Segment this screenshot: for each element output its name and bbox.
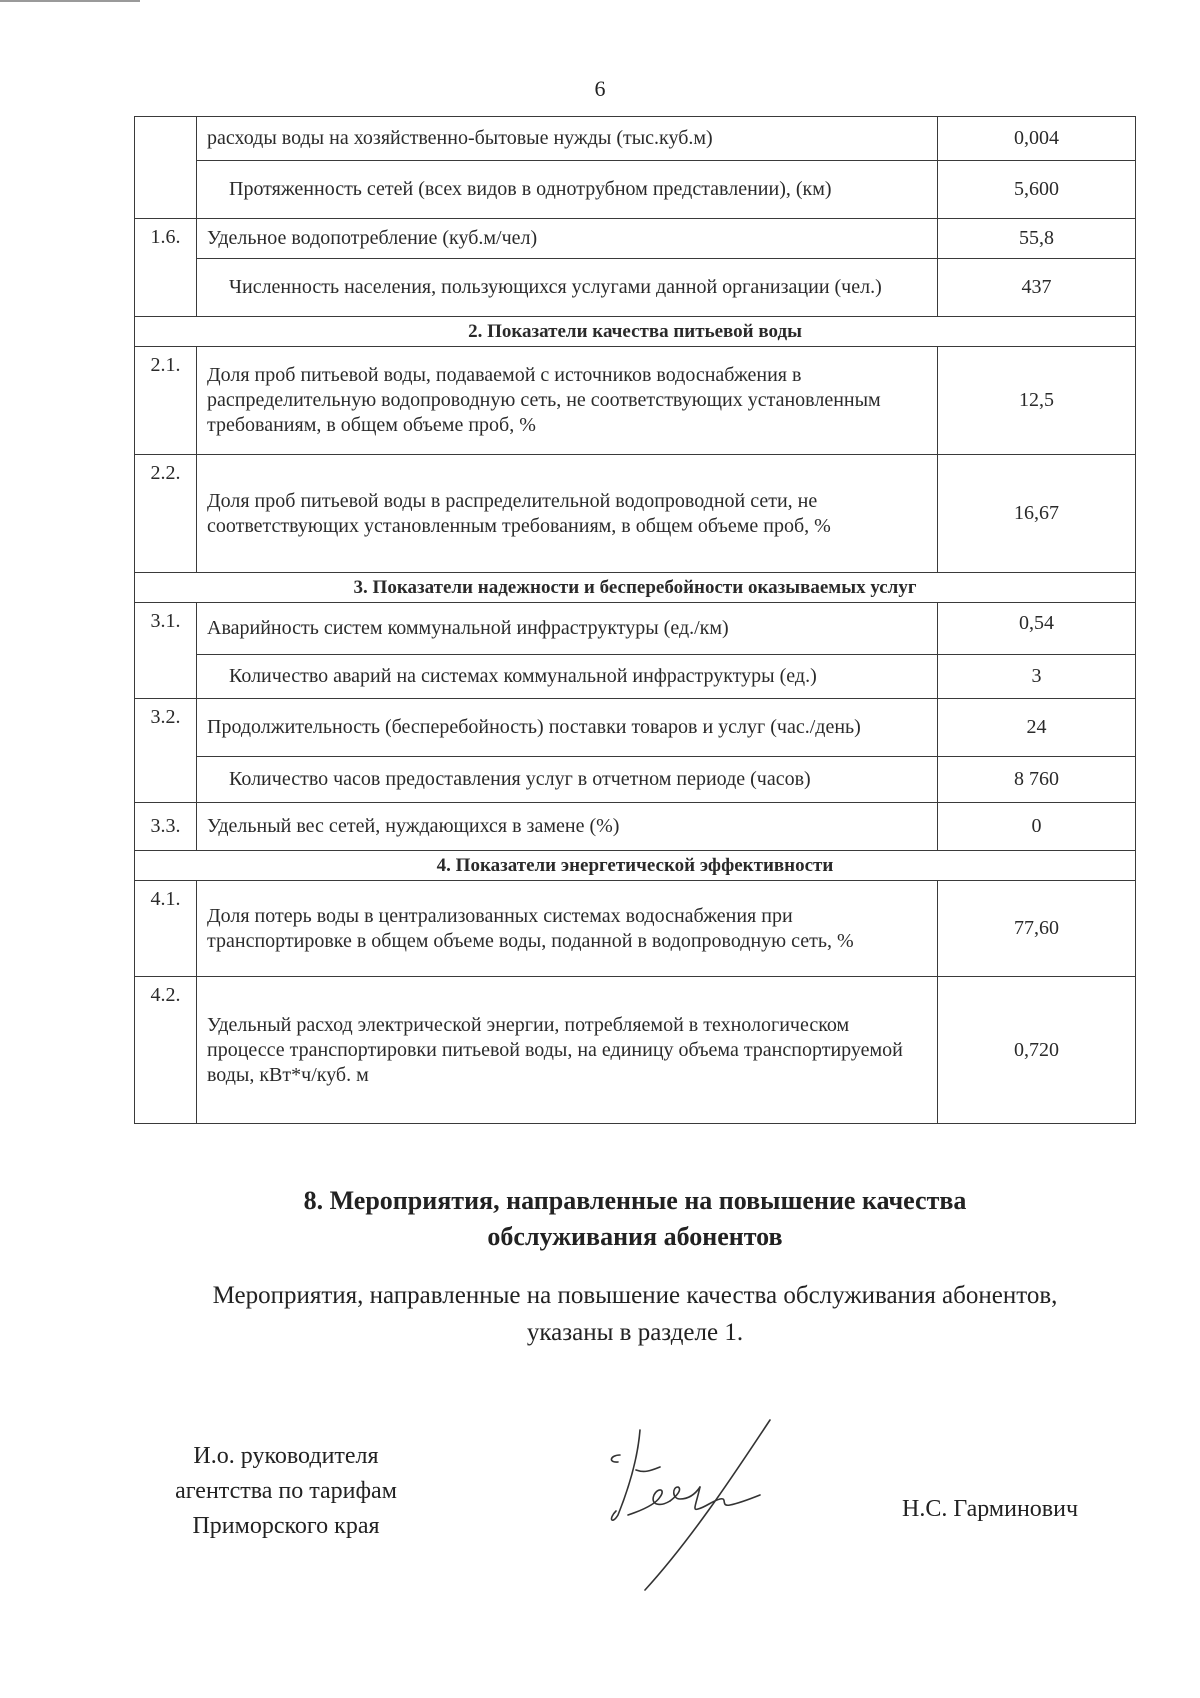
table-row <box>135 161 1136 219</box>
row-number-cell <box>135 259 197 317</box>
section-8-heading-line: обслуживания абонентов <box>487 1222 783 1251</box>
indicator-text: Доля потерь воды в централизованных системах водоснабжения при транспортировке в общем объеме воды, поданной в водопроводную сеть, % <box>197 881 938 977</box>
indicator-value: 55,8 <box>938 219 1136 259</box>
indicator-text: Удельный расход электрической энергии, потребляемой в технологическом процессе транспортировки питьевой воды, на единицу объема транспортируемой воды, кВт*ч/куб. м <box>197 977 938 1124</box>
indicator-text: Количество аварий на системах коммунальной инфраструктуры (ед.) <box>197 655 938 699</box>
indicator-value: 12,5 <box>938 347 1136 455</box>
section-title: 3. Показатели надежности и бесперебойности оказываемых услуг <box>135 573 1136 603</box>
section-8-body-line: Мероприятия, направленные на повышение качества обслуживания абонентов, <box>212 1282 1058 1309</box>
table-row <box>135 259 1136 317</box>
row-number-cell <box>135 161 197 219</box>
indicator-text: расходы воды на хозяйственно-бытовые нужды (тыс.куб.м) <box>197 117 938 161</box>
indicator-value: 16,67 <box>938 455 1136 573</box>
table-row <box>135 977 1136 1124</box>
section-8-body <box>0 1277 1200 1351</box>
table-row <box>135 219 1136 259</box>
indicator-text: Количество часов предоставления услуг в отчетном периоде (часов) <box>197 757 938 803</box>
row-number: 3.1. <box>135 603 197 655</box>
indicator-value: 5,600 <box>938 161 1136 219</box>
indicator-value: 0,004 <box>938 117 1136 161</box>
indicator-text: Доля проб питьевой воды, подаваемой с источников водоснабжения в распределительную водопроводную сеть, не соответствующих установленным требованиям, в общем объеме проб, % <box>197 347 938 455</box>
indicator-value: 0,54 <box>938 603 1136 655</box>
signer-position-line: Приморского края <box>192 1513 380 1539</box>
section-title: 4. Показатели энергетической эффективности <box>135 851 1136 881</box>
signer-position-line: И.о. руководителя <box>193 1443 379 1469</box>
row-number: 4.2. <box>135 977 197 1124</box>
section-8-body-line: указаны в разделе 1. <box>526 1319 744 1346</box>
indicator-text: Доля проб питьевой воды в распределительной водопроводной сети, не соответствующих установленным требованиям, в общем объеме проб, % <box>197 455 938 573</box>
section-title: 2. Показатели качества питьевой воды <box>135 317 1136 347</box>
signer-name: Н.С. Гарминович <box>902 1496 1079 1522</box>
row-number-cell <box>135 757 197 803</box>
indicator-text: Аварийность систем коммунальной инфраструктуры (ед./км) <box>197 603 938 655</box>
indicator-text: Численность населения, пользующихся услугами данной организации (чел.) <box>197 259 938 317</box>
indicator-value: 3 <box>938 655 1136 699</box>
row-number: 3.2. <box>135 699 197 757</box>
indicator-value: 77,60 <box>938 881 1136 977</box>
row-number: 3.3. <box>135 803 197 851</box>
indicator-text: Продолжительность (бесперебойность) поставки товаров и услуг (час./день) <box>197 699 938 757</box>
page-number: 6 <box>594 76 606 101</box>
indicators-table <box>134 116 1136 1124</box>
section-8-heading-line: 8. Мероприятия, направленные на повышение качества <box>303 1186 967 1215</box>
table-row <box>135 655 1136 699</box>
table-row <box>135 699 1136 757</box>
signer-position-line: агентства по тарифам <box>175 1478 397 1504</box>
table-row <box>135 803 1136 851</box>
row-number: 4.1. <box>135 881 197 977</box>
row-number-cell <box>135 117 197 161</box>
indicator-value: 8 760 <box>938 757 1136 803</box>
table-row <box>135 347 1136 455</box>
row-number: 2.1. <box>135 347 197 455</box>
indicator-value: 0 <box>938 803 1136 851</box>
handwritten-signature <box>600 1415 820 1595</box>
table-row <box>135 881 1136 977</box>
indicator-value: 0,720 <box>938 977 1136 1124</box>
indicator-text: Протяженность сетей (всех видов в однотрубном представлении), (км) <box>197 161 938 219</box>
section-8-heading <box>0 1183 1200 1255</box>
table-row <box>135 757 1136 803</box>
table-row <box>135 117 1136 161</box>
indicator-value: 437 <box>938 259 1136 317</box>
table-row <box>135 603 1136 655</box>
signer-position <box>156 1439 416 1544</box>
section-header-row <box>135 573 1136 603</box>
scan-edge-line <box>0 0 140 2</box>
row-number: 2.2. <box>135 455 197 573</box>
section-header-row <box>135 317 1136 347</box>
row-number: 1.6. <box>135 219 197 259</box>
section-header-row <box>135 851 1136 881</box>
indicator-value: 24 <box>938 699 1136 757</box>
indicator-text: Удельное водопотребление (куб.м/чел) <box>197 219 938 259</box>
indicator-text: Удельный вес сетей, нуждающихся в замене (%) <box>197 803 938 851</box>
table-row <box>135 455 1136 573</box>
row-number-cell <box>135 655 197 699</box>
